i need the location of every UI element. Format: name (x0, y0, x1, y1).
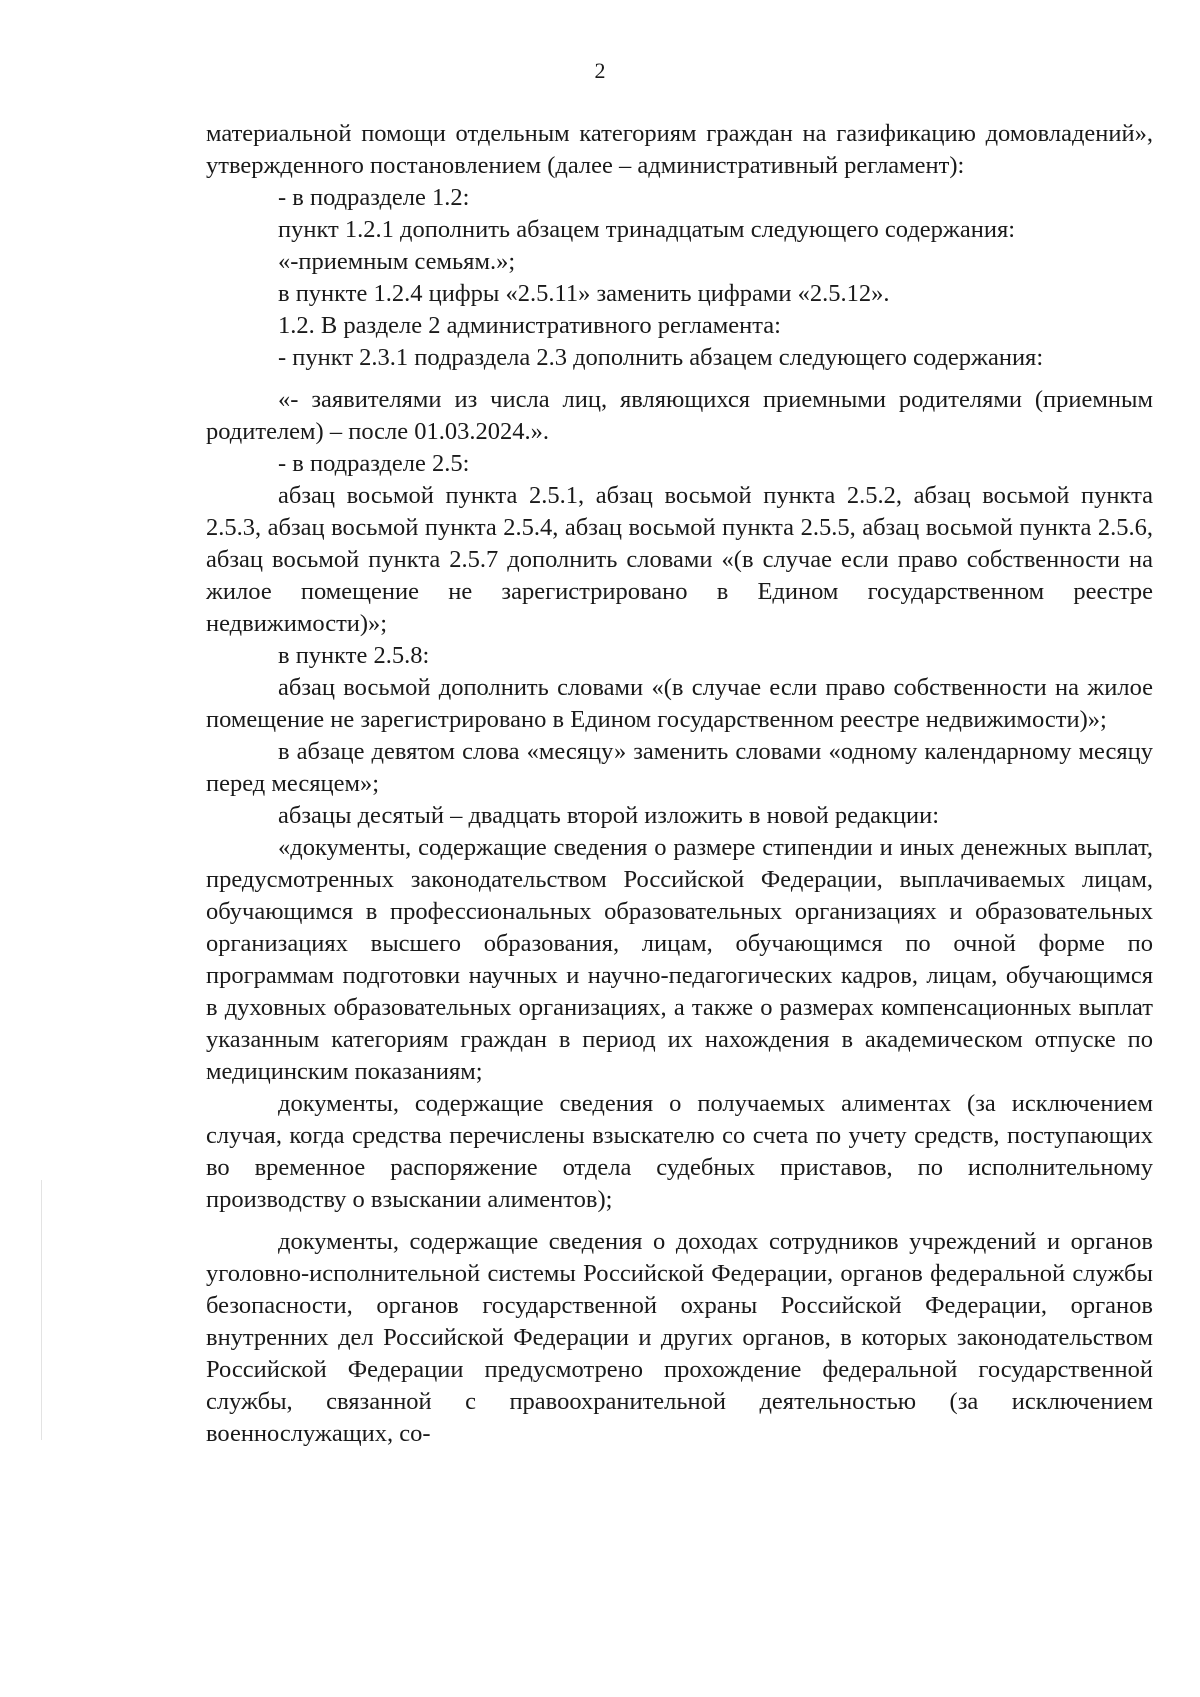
paragraph: «-приемным семьям.»; (278, 248, 516, 275)
paragraph: абзац восьмой дополнить словами «(в случае если право собственности на жилое помещение не зарегистрировано в Едином государственном реестре недвижимости)»; (206, 674, 1153, 733)
document-body (206, 118, 1153, 1450)
scan-edge-mark (41, 1180, 42, 1440)
paragraph: в пункте 2.5.8: (278, 642, 430, 669)
page-number: 2 (594, 58, 606, 83)
paragraph: - пункт 2.3.1 подраздела 2.3 дополнить абзацем следующего содержания: (278, 344, 1044, 371)
paragraph: абзацы десятый – двадцать второй изложить в новой редакции: (278, 802, 940, 829)
paragraph: в пункте 1.2.4 цифры «2.5.11» заменить цифрами «2.5.12». (278, 280, 890, 307)
section-heading-1-2: 1.2. В разделе 2 административного регламента: (278, 312, 781, 339)
paragraph-continuation: материальной помощи отдельным категориям граждан на газификацию домовладений», утвержденного постановлением (далее – административный регламент): (206, 120, 1153, 179)
paragraph: в абзаце девятом слова «месяцу» заменить словами «одному календарному месяцу перед месяцем»; (206, 738, 1153, 797)
paragraph: «- заявителями из числа лиц, являющихся приемными родителями (приемным родителем) – после 01.03.2024.». (206, 386, 1153, 445)
paragraph: документы, содержащие сведения о доходах сотрудников учреждений и органов уголовно-исполнительной системы Российской Федерации, органов федеральной службы безопасности, органов государственной охраны Российской Федерации, органов внутренних дел Российской Федерации и других органов, в которых законодательством Российской Федерации предусмотрено прохождение федеральной государственной службы, связанной с правоохранительной деятельностью (за исключением военнослужащих, со- (206, 1228, 1153, 1447)
paragraph: пункт 1.2.1 дополнить абзацем тринадцатым следующего содержания: (278, 216, 1016, 243)
paragraph: «документы, содержащие сведения о размере стипендии и иных денежных выплат, предусмотренных законодательством Российской Федерации, выплачиваемых лицам, обучающимся в профессиональных образовательных организациях и образовательных организациях высшего образования, лицам, обучающимся по очной форме по программам подготовки научных и научно-педагогических кадров, лицам, обучающимся в духовных образовательных организациях, а также о размерах компенсационных выплат указанным категориям граждан в период их нахождения в академическом отпуске по медицинским показаниям; (206, 834, 1153, 1085)
paragraph: абзац восьмой пункта 2.5.1, абзац восьмой пункта 2.5.2, абзац восьмой пункта 2.5.3, абзац восьмой пункта 2.5.4, абзац восьмой пункта 2.5.5, абзац восьмой пункта 2.5.6, абзац восьмой пункта 2.5.7 дополнить словами «(в случае если право собственности на жилое помещение не зарегистрировано в Едином государственном реестре недвижимости)»; (206, 482, 1153, 637)
paragraph: - в подразделе 2.5: (278, 450, 470, 477)
paragraph: документы, содержащие сведения о получаемых алиментах (за исключением случая, когда средства перечислены взыскателю со счета по учету средств, поступающих во временное распоряжение отдела судебных приставов, по исполнительному производству о взыскании алиментов); (206, 1090, 1153, 1213)
paragraph: - в подразделе 1.2: (278, 184, 470, 211)
